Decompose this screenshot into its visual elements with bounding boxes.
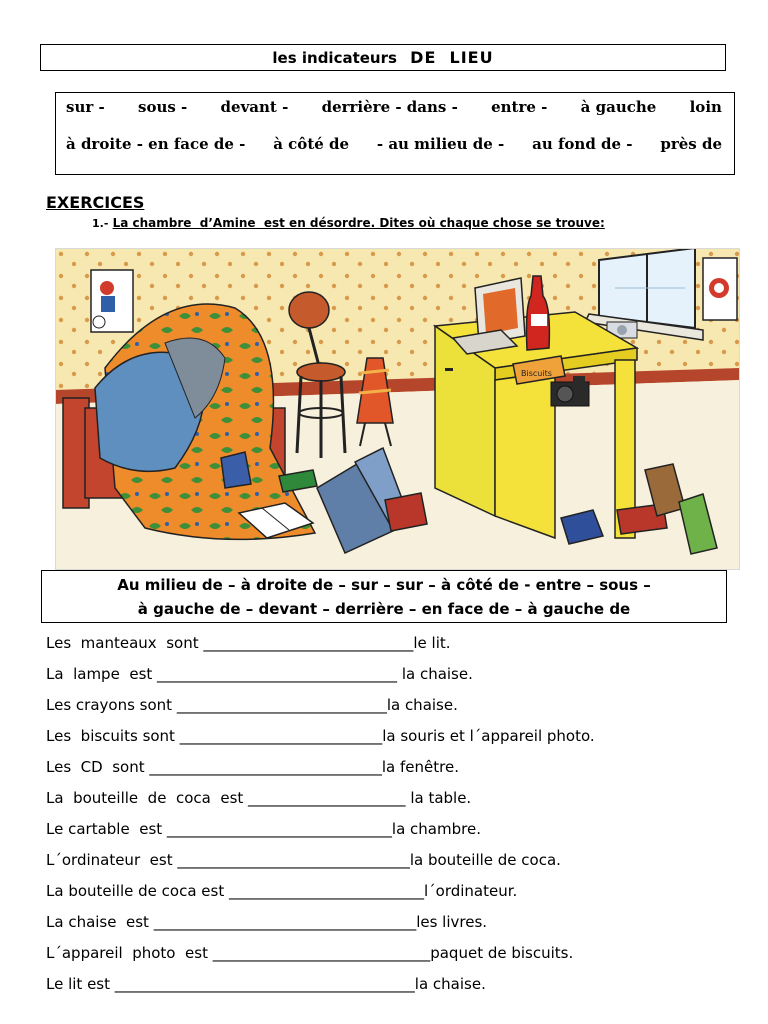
word-item: entre - [491, 98, 548, 116]
word-item: sur - [66, 98, 105, 116]
sentence-2 [46, 661, 746, 692]
answer-blank[interactable]: ____________________________ [176, 696, 387, 714]
word-bank-row-2 [66, 135, 722, 153]
sentence-start: Les biscuits sont [46, 727, 180, 745]
answer-blank[interactable]: ________________________________________ [114, 975, 415, 993]
sentence-end: la bouteille de coca. [409, 851, 561, 869]
sentence-start: Les crayons sont [46, 696, 177, 714]
sentence-start: Le lit est [46, 975, 115, 993]
sentence-start: Les manteaux sont [46, 634, 204, 652]
sentence-3 [46, 692, 746, 723]
sentence-start: Les CD sont [46, 758, 150, 776]
choices-line-1: Au milieu de – à droite de – sur – sur – à côté de - entre – sous – [117, 576, 651, 594]
sentence-start: Le cartable est [46, 820, 167, 838]
word-item: à droite - en face de - [66, 135, 246, 153]
sentence-start: L´ordinateur est [46, 851, 178, 869]
sentence-1 [46, 630, 746, 661]
answer-blank[interactable]: ________________________________ [157, 665, 398, 683]
word-item: derrière - dans - [321, 98, 458, 116]
answer-blank[interactable]: __________________________ [228, 882, 424, 900]
word-item: devant - [220, 98, 289, 116]
sentence-end: la chaise. [414, 975, 486, 993]
sentence-start: L´appareil photo est [46, 944, 213, 962]
sentence-start: La bouteille de coca est [46, 789, 249, 807]
sentence-end: les livres. [416, 913, 488, 931]
instruction-text: La chambre d’Amine est en désordre. Dites où chaque chose se trouve: [112, 216, 605, 230]
title-part2: DE LIEU [410, 48, 494, 67]
poster-right [703, 258, 737, 320]
word-item: sous - [138, 98, 188, 116]
sentence-end: la table. [405, 789, 472, 807]
word-bank-row-1 [66, 98, 722, 116]
answer-blank[interactable]: ___________________________________ [153, 913, 417, 931]
sentence-end: paquet de biscuits. [430, 944, 574, 962]
biscuits-label: Biscuits [521, 369, 552, 378]
sentence-end: la fenêtre. [381, 758, 459, 776]
sentence-end: la chambre. [391, 820, 481, 838]
sentence-start: La lampe est [46, 665, 158, 683]
sentence-7 [46, 816, 746, 847]
instruction-number: 1.- [92, 217, 109, 230]
title-box [40, 44, 726, 71]
sentence-6 [46, 785, 746, 816]
word-item: loin [689, 98, 722, 116]
word-item: près de [660, 135, 722, 153]
word-item: - au milieu de - [376, 135, 505, 153]
exercise-sentences [46, 630, 746, 1002]
sentence-start: La chaise est [46, 913, 154, 931]
word-item: à côté de [273, 135, 350, 153]
sentence-4 [46, 723, 746, 754]
sentence-11 [46, 940, 746, 971]
instruction [92, 216, 605, 230]
title-part1: les indicateurs [272, 49, 397, 67]
answer-blank[interactable]: _______________________________ [177, 851, 410, 869]
sentence-10 [46, 909, 746, 940]
sentence-start: La bouteille de coca est [46, 882, 229, 900]
answer-blank[interactable]: _____________________ [248, 789, 406, 807]
word-item: à gauche [580, 98, 657, 116]
answer-blank[interactable]: _______________________________ [149, 758, 382, 776]
sentence-end: la chaise. [397, 665, 473, 683]
sentence-5 [46, 754, 746, 785]
sentence-end: l´ordinateur. [423, 882, 518, 900]
sentence-end: la chaise. [386, 696, 458, 714]
sentence-9 [46, 878, 746, 909]
sentence-8 [46, 847, 746, 878]
sentence-12 [46, 971, 746, 1002]
choices-line-2: à gauche de – devant – derrière – en face de – à gauche de [137, 600, 631, 618]
bedroom-illustration [55, 248, 740, 570]
sentence-end: le lit. [413, 634, 451, 652]
sentence-end: la souris et l´appareil photo. [382, 727, 595, 745]
word-bank-box [55, 92, 735, 175]
choices-box [41, 570, 727, 623]
exercises-heading: EXERCICES [46, 193, 145, 212]
answer-blank[interactable]: ______________________________ [166, 820, 392, 838]
answer-blank[interactable]: _____________________________ [212, 944, 431, 962]
poster-left [91, 270, 133, 332]
answer-blank[interactable]: ___________________________ [179, 727, 383, 745]
answer-blank[interactable]: ____________________________ [203, 634, 414, 652]
word-item: au fond de - [532, 135, 633, 153]
